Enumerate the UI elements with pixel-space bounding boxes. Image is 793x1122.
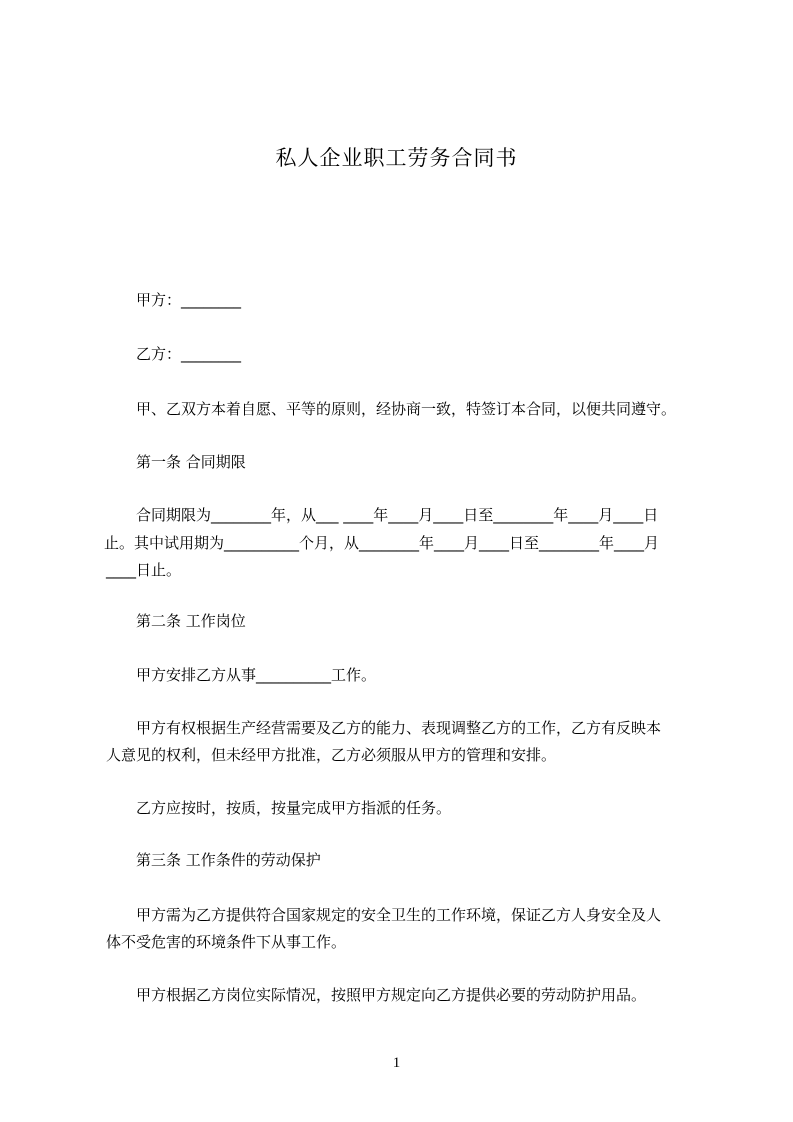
article-2-paragraph-1: 甲方安排乙方从事__________工作。 <box>136 666 377 684</box>
article-2-heading: 第二条 工作岗位 <box>136 612 246 630</box>
party-b-line: 乙方：________ <box>136 345 242 363</box>
article-3-heading: 第三条 工作条件的劳动保护 <box>136 851 321 869</box>
article-1-heading: 第一条 合同期限 <box>136 453 246 471</box>
article-3-paragraph-2: 甲方根据乙方岗位实际情况，按照甲方规定向乙方提供必要的劳动防护用品。 <box>136 986 647 1004</box>
article-1-line-3: ____日止。 <box>106 561 182 579</box>
intro-paragraph: 甲、乙双方本着自愿、平等的原则，经协商一致，特签订本合同，以便共同遵守。 <box>136 400 677 418</box>
document-title: 私人企业职工劳务合同书 <box>275 146 518 170</box>
article-3-paragraph-1-line-2: 体不受危害的环境条件下从事工作。 <box>106 933 347 951</box>
article-2-paragraph-2-line-2: 人意见的权利，但未经甲方批准，乙方必须服从甲方的管理和安排。 <box>106 746 557 764</box>
article-1-line-1: 合同期限为________年，从___ ____年____月____日至________年____月____日 <box>136 506 659 524</box>
article-2-paragraph-2-line-1: 甲方有权根据生产经营需要及乙方的能力、表现调整乙方的工作，乙方有反映本 <box>136 719 662 737</box>
article-3-paragraph-1-line-1: 甲方需为乙方提供符合国家规定的安全卫生的工作环境，保证乙方人身安全及人 <box>136 906 662 924</box>
article-2-paragraph-3: 乙方应按时，按质，按量完成甲方指派的任务。 <box>136 799 452 817</box>
article-1-line-2: 止。其中试用期为__________个月，从________年____月____日至________年____月 <box>104 534 660 552</box>
party-a-line: 甲方：________ <box>136 291 242 309</box>
page-number: 1 <box>392 1055 401 1071</box>
